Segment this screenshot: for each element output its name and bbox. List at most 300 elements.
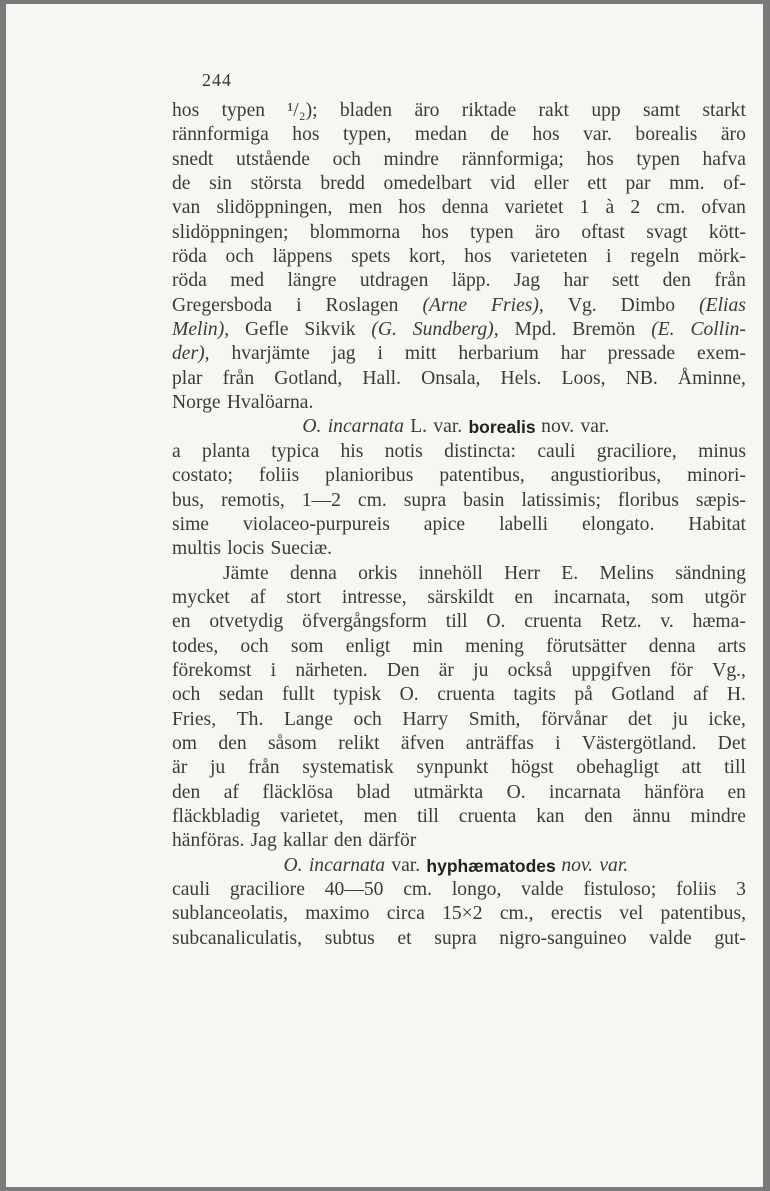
word: pressade <box>607 343 676 365</box>
word: herbarium <box>458 343 539 365</box>
word: längre <box>287 270 337 292</box>
word: svagt <box>646 221 688 243</box>
word: planta <box>202 440 250 462</box>
word: också <box>507 659 553 681</box>
word: kallar <box>283 830 328 852</box>
word: Sundberg), <box>412 319 499 341</box>
word: är <box>438 659 454 681</box>
word: mindre <box>383 148 439 170</box>
word: den <box>662 270 691 292</box>
text-line <box>172 148 746 172</box>
word: todes, <box>172 635 219 657</box>
word: hyphæmatodes <box>426 855 556 876</box>
text-line <box>172 342 746 366</box>
word: gut- <box>714 927 746 949</box>
word: af <box>250 586 266 608</box>
word: graciliore <box>229 879 305 900</box>
word: röda <box>172 270 207 292</box>
word: fistuloso; <box>583 879 657 900</box>
text-line <box>172 902 746 926</box>
word: van <box>172 197 201 219</box>
word: notis <box>384 440 423 462</box>
word: typen <box>470 221 514 243</box>
word: ju <box>209 757 226 779</box>
word: snedt <box>172 148 214 170</box>
word: bladen <box>339 100 393 121</box>
word: från <box>222 367 255 389</box>
word: 40—50 <box>324 879 384 900</box>
word: (Elias <box>699 294 746 316</box>
word: icke, <box>708 708 746 730</box>
word: Åminne, <box>677 367 746 389</box>
word: riktade <box>461 100 517 121</box>
word: exem- <box>697 343 746 365</box>
word: uppgifven <box>571 659 651 681</box>
word: obehagligt <box>576 757 660 779</box>
word: oftast <box>581 221 625 243</box>
word: Den <box>386 659 420 681</box>
word: relikt <box>338 732 380 754</box>
word: men <box>348 197 383 219</box>
word: men <box>363 805 398 827</box>
word: och <box>225 246 254 268</box>
word: slidöppningen, <box>216 197 333 219</box>
word: denna <box>441 197 489 219</box>
word: par <box>625 173 651 195</box>
word: latissimis; <box>521 489 601 511</box>
word: äfven <box>400 732 445 754</box>
word: v. <box>660 611 674 633</box>
word: den <box>584 805 613 827</box>
word: nov. <box>561 854 594 876</box>
text-line <box>172 708 746 732</box>
word: elongato. <box>581 513 655 535</box>
word: ju <box>473 659 489 681</box>
word: den <box>218 732 247 754</box>
word: som <box>651 586 684 608</box>
word: och <box>172 684 201 706</box>
word: och <box>353 708 382 730</box>
word: utstående <box>235 148 310 170</box>
word: sublanceolatis, <box>172 903 288 925</box>
word: var. <box>391 854 421 876</box>
word: spets <box>351 246 391 268</box>
word: costato; <box>172 465 233 487</box>
word: rakt <box>538 100 569 121</box>
word: foliis <box>258 465 300 487</box>
word: mindre <box>690 805 746 827</box>
text-line <box>172 489 746 513</box>
word: hos <box>398 197 426 219</box>
word: E. <box>561 562 579 584</box>
word: cruenta <box>458 805 517 827</box>
word: förutsätter <box>546 635 627 657</box>
text-line <box>172 367 746 391</box>
word: incarnata <box>327 416 404 438</box>
word: Jag <box>513 270 541 292</box>
text-line <box>172 196 746 220</box>
word: var. <box>583 124 612 146</box>
word: patentibus, <box>439 465 525 487</box>
word: tagits <box>513 684 556 706</box>
word: hos <box>172 100 200 121</box>
word: Collin- <box>690 319 746 341</box>
word: Jämte <box>223 562 269 584</box>
word: fläcklösa <box>262 781 334 803</box>
word: bus, <box>172 489 205 511</box>
text-line <box>172 683 746 707</box>
body-text <box>172 99 746 951</box>
word: Smith, <box>468 708 521 730</box>
word: högst <box>511 757 554 779</box>
word: cm., <box>499 903 534 925</box>
word: vid <box>490 173 516 195</box>
word: fläckbladig <box>172 805 261 827</box>
word: Harry <box>402 708 449 730</box>
word: cruenta <box>524 611 582 633</box>
word: synpunkt <box>416 757 489 779</box>
word: plar <box>172 367 203 389</box>
word: slidöppningen; <box>172 221 289 243</box>
word: varietet, <box>279 805 344 827</box>
word: erectis <box>550 903 602 925</box>
word: från <box>247 757 280 779</box>
word: i <box>606 246 612 268</box>
word: typisk <box>333 684 382 706</box>
word: hos <box>421 221 449 243</box>
word: minus <box>698 440 746 462</box>
word: O. <box>283 854 303 876</box>
word: såsom <box>267 732 317 754</box>
word: min <box>412 635 443 657</box>
word: O. <box>506 781 526 803</box>
word: vel <box>619 903 644 925</box>
word: äro <box>414 100 440 121</box>
word: särskildt <box>427 586 494 608</box>
word: Gefle <box>244 319 289 341</box>
word: 2 <box>630 197 641 219</box>
word: Melin), <box>172 319 230 341</box>
word: sedan <box>218 684 264 706</box>
word: Bremön <box>572 319 636 341</box>
word: för <box>670 659 693 681</box>
word: att <box>681 757 702 779</box>
word: hos <box>292 124 320 146</box>
word: och <box>240 635 269 657</box>
word: cruenta <box>437 684 495 706</box>
text-line <box>172 99 746 123</box>
word: à <box>605 197 615 219</box>
word: cm. <box>656 197 686 219</box>
word: hänföra <box>644 781 705 803</box>
word: starkt <box>702 100 746 121</box>
word: enligt <box>345 635 391 657</box>
word: H. <box>726 684 746 706</box>
text-line <box>172 586 746 610</box>
word: denna <box>648 635 696 657</box>
text-line <box>172 123 746 147</box>
text-line <box>172 659 746 683</box>
word: bredd <box>320 173 365 195</box>
word: der), <box>172 343 210 365</box>
word: Lange <box>283 708 333 730</box>
text-line <box>172 635 746 659</box>
text-line <box>172 732 746 756</box>
word: mm. <box>669 173 705 195</box>
word: hvarjämte <box>231 343 310 365</box>
word: från <box>714 270 746 292</box>
word: hos <box>586 148 614 170</box>
word: hæma- <box>692 611 746 633</box>
word: violaceo-purpureis <box>242 513 390 535</box>
word: läpp. <box>451 270 491 292</box>
word: Västergötland. <box>581 732 697 754</box>
word: O. <box>486 611 506 633</box>
word: Gotland <box>611 684 675 706</box>
word: typen <box>636 148 680 170</box>
word: O. <box>399 684 419 706</box>
word: angustioribus, <box>550 465 662 487</box>
word: labelli <box>499 513 549 535</box>
word: incarnata, <box>553 586 631 608</box>
word: Habitat <box>688 513 746 535</box>
word: i <box>296 294 302 316</box>
word: supra <box>403 489 447 511</box>
text-line <box>172 829 746 853</box>
text-line <box>172 513 746 537</box>
word: hos <box>532 124 560 146</box>
word: eller <box>533 173 569 195</box>
word: et <box>397 927 412 949</box>
word: var. <box>580 416 610 438</box>
word: omedelbart <box>383 173 472 195</box>
word: af <box>223 781 239 803</box>
word: Fries, <box>172 708 217 730</box>
text-line <box>172 172 746 196</box>
word: samt <box>643 100 681 121</box>
word: en <box>514 586 534 608</box>
word: floribus <box>617 489 679 511</box>
word: har <box>563 270 589 292</box>
word: Herr <box>504 562 540 584</box>
text-line <box>172 415 746 439</box>
word: Retz. <box>600 611 642 633</box>
word: otvetydig <box>209 611 284 633</box>
word: cm. <box>357 489 387 511</box>
word: foliis <box>676 879 717 900</box>
word: mitt <box>404 343 437 365</box>
word: äro <box>534 221 560 243</box>
word: (Arne <box>422 294 468 316</box>
text-line <box>172 854 746 878</box>
word: nov. <box>541 416 575 438</box>
word: sändning <box>675 562 746 584</box>
word: till <box>724 757 746 779</box>
word: blommorna <box>309 221 401 243</box>
text-line <box>172 318 746 342</box>
word: hänföras. <box>172 830 245 852</box>
word: Sikvik <box>304 319 356 341</box>
word: Vg. <box>567 294 597 316</box>
word: därför <box>368 830 417 852</box>
word: rännformiga <box>172 124 269 146</box>
word: of- <box>723 173 746 195</box>
word: och <box>332 148 361 170</box>
word: valde <box>521 879 564 900</box>
word: till <box>445 611 468 633</box>
word: NB. <box>625 367 658 389</box>
word: till <box>417 805 439 827</box>
word: cm. <box>403 879 433 900</box>
text-line <box>172 805 746 829</box>
word: Gregersboda <box>172 294 273 316</box>
word: innehöll <box>418 562 483 584</box>
word: hos <box>464 246 492 268</box>
word: typica <box>271 440 320 462</box>
word: på <box>574 684 593 706</box>
word: om <box>172 732 198 754</box>
word: Gotland, <box>274 367 343 389</box>
word: typen <box>221 100 266 121</box>
page-number: 244 <box>202 70 232 90</box>
word: kort, <box>409 246 446 268</box>
word: närheten. <box>295 659 368 681</box>
word: L. <box>410 416 428 438</box>
word: systematisk <box>302 757 394 779</box>
word: öfvergångsform <box>302 611 427 633</box>
word: Dimbo <box>620 294 676 316</box>
word: incarnata <box>308 854 386 876</box>
word: 1—2 <box>301 489 341 511</box>
word: Fries), <box>491 294 544 316</box>
text-line <box>172 537 746 561</box>
word: Mpd. <box>514 319 557 341</box>
word: ännu <box>632 805 671 827</box>
text-line <box>172 269 746 293</box>
word: Loos, <box>561 367 606 389</box>
word: sime <box>172 513 210 535</box>
word: var. <box>599 854 629 876</box>
word: sin <box>209 173 232 195</box>
text-line <box>172 440 746 464</box>
text-line <box>172 391 746 415</box>
word: sæpis- <box>695 489 746 511</box>
word: 1 <box>579 197 590 219</box>
word: af <box>693 684 709 706</box>
word: denna <box>290 562 337 584</box>
word: varieteten <box>510 246 588 268</box>
word: basin <box>463 489 505 511</box>
text-line <box>172 221 746 245</box>
word: Norge <box>172 392 221 414</box>
word: läppens <box>272 246 333 268</box>
word: ¹/₂); <box>287 100 318 121</box>
word: sett <box>611 270 640 292</box>
word: Hall. <box>362 367 402 389</box>
word: anträffas <box>465 732 534 754</box>
word: Hels. <box>500 367 542 389</box>
word: kan <box>536 805 565 827</box>
word: cauli <box>172 879 211 900</box>
word: Onsala, <box>421 367 481 389</box>
word: rännformiga; <box>461 148 564 170</box>
word: patentibus, <box>660 903 746 925</box>
word: incarnata <box>549 781 621 803</box>
word: har <box>560 343 586 365</box>
word: jag <box>331 343 356 365</box>
word: circa <box>386 903 425 925</box>
word: borealis <box>468 417 536 438</box>
word: Th. <box>236 708 264 730</box>
word: locis <box>227 538 265 560</box>
word: Roslagen <box>325 294 399 316</box>
text-line <box>172 464 746 488</box>
word: mörk- <box>698 246 746 268</box>
word: orkis <box>358 562 398 584</box>
word: Jag <box>250 830 277 852</box>
text-line <box>172 927 746 951</box>
word: ett <box>587 173 607 195</box>
word: arts <box>717 635 746 657</box>
word: den <box>172 781 201 803</box>
word: röda <box>172 246 207 268</box>
word: var. <box>433 416 463 438</box>
word: medan <box>414 124 468 146</box>
word: i <box>555 732 561 754</box>
word: fullt <box>281 684 315 706</box>
word: de <box>172 173 191 195</box>
word: Vg., <box>712 659 746 681</box>
word: blad <box>356 781 391 803</box>
word: stort <box>286 586 322 608</box>
text-line <box>172 756 746 780</box>
word: valde <box>649 927 692 949</box>
word: den <box>333 830 363 852</box>
text-line <box>172 610 746 634</box>
word: de <box>490 124 509 146</box>
text-line <box>172 245 746 269</box>
word: mening <box>465 635 524 657</box>
word: en <box>172 611 191 633</box>
text-line <box>172 562 746 586</box>
word: maximo <box>305 903 370 925</box>
word: Sueciæ. <box>270 538 333 560</box>
book-page <box>6 4 763 1187</box>
word: apice <box>423 513 466 535</box>
word: planioribus <box>325 465 414 487</box>
word: Det <box>717 732 746 754</box>
word: utgör <box>704 586 746 608</box>
word: äro <box>720 124 746 146</box>
word: multis <box>172 538 221 560</box>
word: nigro-sanguineo <box>499 927 627 949</box>
text-line <box>172 878 746 902</box>
word: remotis, <box>221 489 285 511</box>
word: typen, <box>342 124 392 146</box>
word: O. <box>302 416 322 438</box>
word: utmärkta <box>413 781 484 803</box>
word: borealis <box>635 124 698 146</box>
word: med <box>230 270 264 292</box>
text-line <box>172 294 746 318</box>
word: Melins <box>599 562 654 584</box>
word: regeln <box>630 246 680 268</box>
word: största <box>250 173 302 195</box>
word: minori- <box>687 465 746 487</box>
word: (E. <box>651 319 675 341</box>
word: en <box>727 781 746 803</box>
word: subcanaliculatis, <box>172 927 303 949</box>
